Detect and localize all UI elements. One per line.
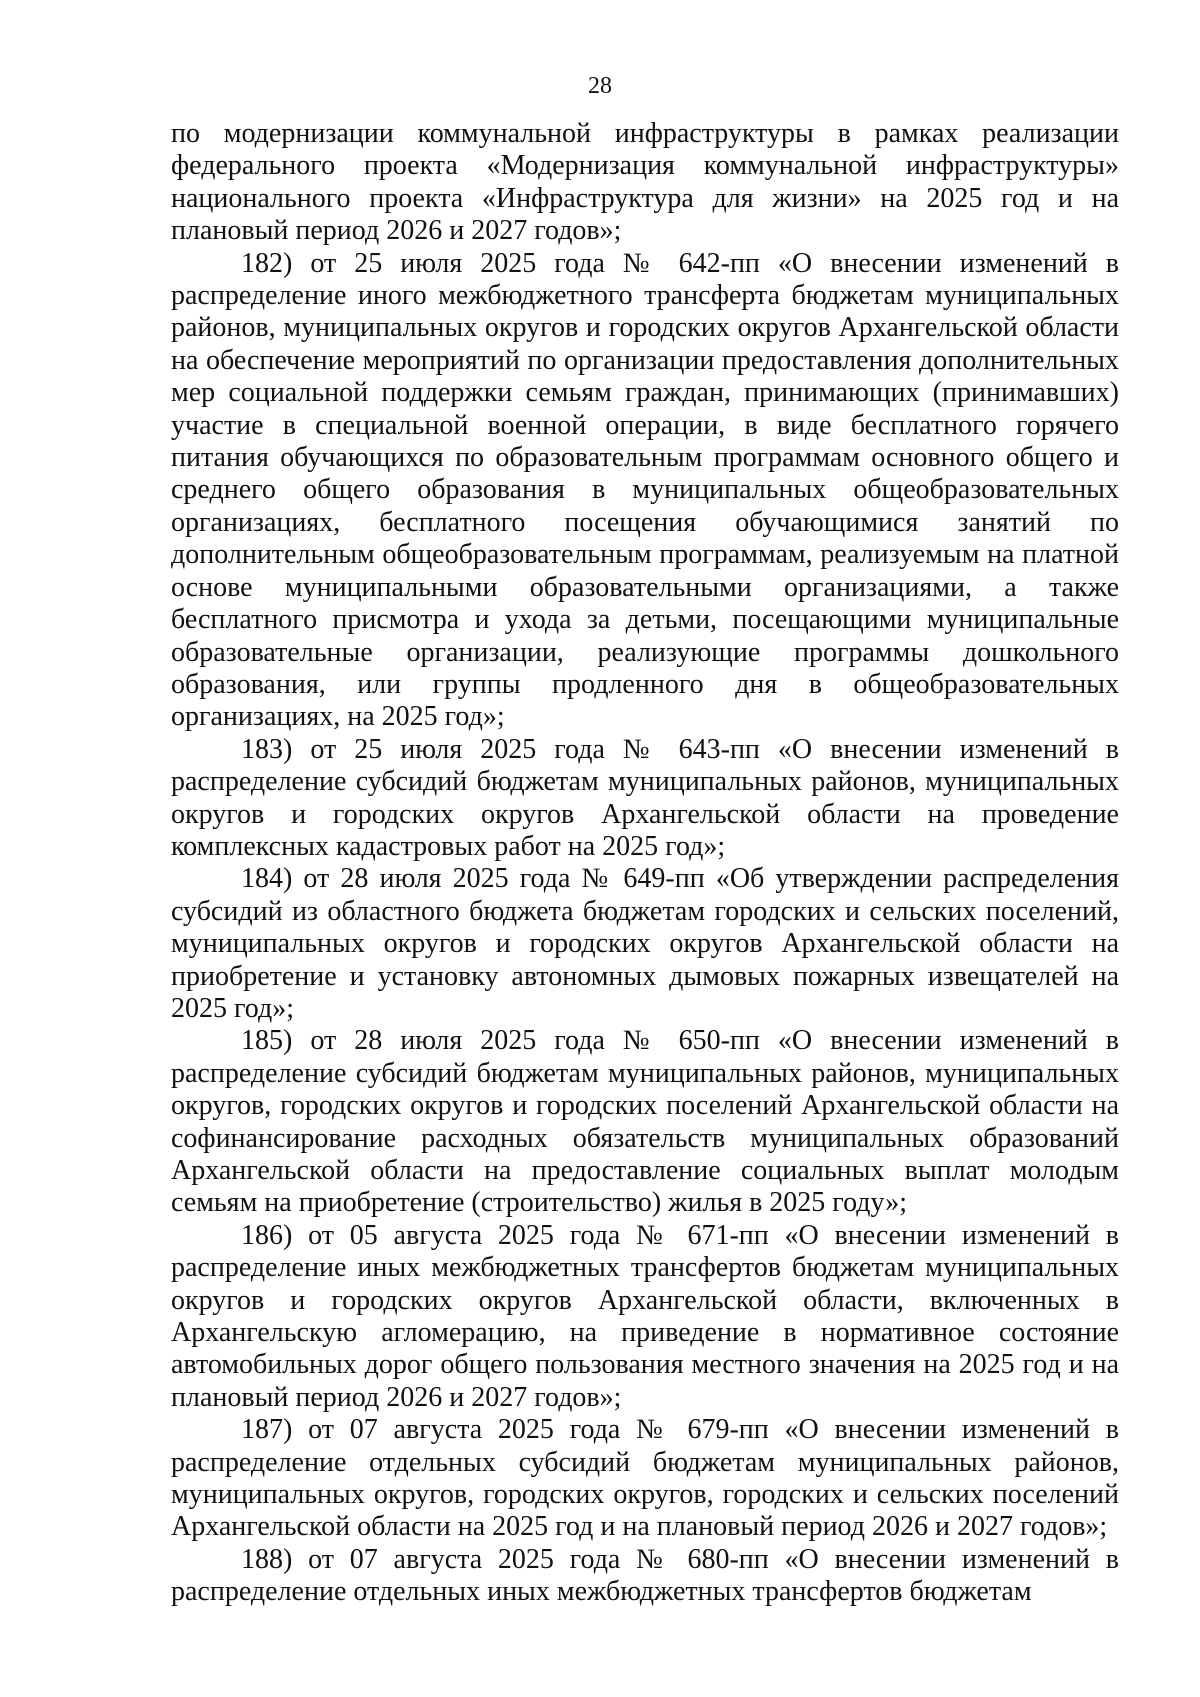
list-item-183: 183) от 25 июля 2025 года № 643-пп «О внесении изменений в распределение субсидий бюджетам муниципальных районов, муниципальных округов и городских округов Архангельской области на проведение комплексных кадастровых работ на 2025 год»;: [171, 733, 1119, 862]
list-item-182: 182) от 25 июля 2025 года № 642-пп «О внесении изменений в распределение иного межбюджетного трансферта бюджетам муниципальных районов, муниципальных округов и городских округов Архангельской области на обеспечение мероприятий по организации предоставления дополнительных мер социальной поддержки семьям граждан, принимающих (принимавших) участие в специальной военной операции, в виде бесплатного горячего питания обучающихся по образовательным программам основного общего и среднего общего образования в муниципальных общеобразовательных организациях, бесплатного посещения обучающимися занятий по дополнительным общеобразовательным программам, реализуемым на платной основе муниципальными образовательными организациями, а также бесплатного присмотра и ухода за детьми, посещающими муниципальные образовательные организации, реализующие программы дошкольного образования, или группы продленного дня в общеобразовательных организациях, на 2025 год»;: [171, 247, 1119, 733]
document-body: [171, 118, 1119, 1609]
paragraph-continuation: по модернизации коммунальной инфраструктуры в рамках реализации федерального проекта «Модернизация коммунальной инфраструктуры» национального проекта «Инфраструктура для жизни» на 2025 год и на плановый период 2026 и 2027 годов»;: [171, 118, 1119, 247]
list-item-184: 184) от 28 июля 2025 года № 649-пп «Об утверждении распределения субсидий из областного бюджета бюджетам городских и сельских поселений, муниципальных округов и городских округов Архангельской области на приобретение и установку автономных дымовых пожарных извещателей на 2025 год»;: [171, 863, 1119, 1024]
page-number: 28: [588, 73, 612, 99]
list-item-188: 188) от 07 августа 2025 года № 680-пп «О внесении изменений в распределение отдельных иных межбюджетных трансфертов бюджетам: [171, 1543, 1119, 1608]
list-item-185: 185) от 28 июля 2025 года № 650-пп «О внесении изменений в распределение субсидий бюджетам муниципальных районов, муниципальных округов, городских округов и городских поселений Архангельской области на софинансирование расходных обязательств муниципальных образований Архангельской области на предоставление социальных выплат молодым семьям на приобретение (строительство) жилья в 2025 году»;: [171, 1025, 1119, 1219]
list-item-186: 186) от 05 августа 2025 года № 671-пп «О внесении изменений в распределение иных межбюджетных трансфертов бюджетам муниципальных округов и городских округов Архангельской области, включенных в Архангельскую агломерацию, на приведение в нормативное состояние автомобильных дорог общего пользования местного значения на 2025 год и на плановый период 2026 и 2027 годов»;: [171, 1219, 1119, 1413]
list-item-187: 187) от 07 августа 2025 года № 679-пп «О внесении изменений в распределение отдельных субсидий бюджетам муниципальных районов, муниципальных округов, городских округов, городских и сельских поселений Архангельской области на 2025 год и на плановый период 2026 и 2027 годов»;: [171, 1414, 1119, 1543]
